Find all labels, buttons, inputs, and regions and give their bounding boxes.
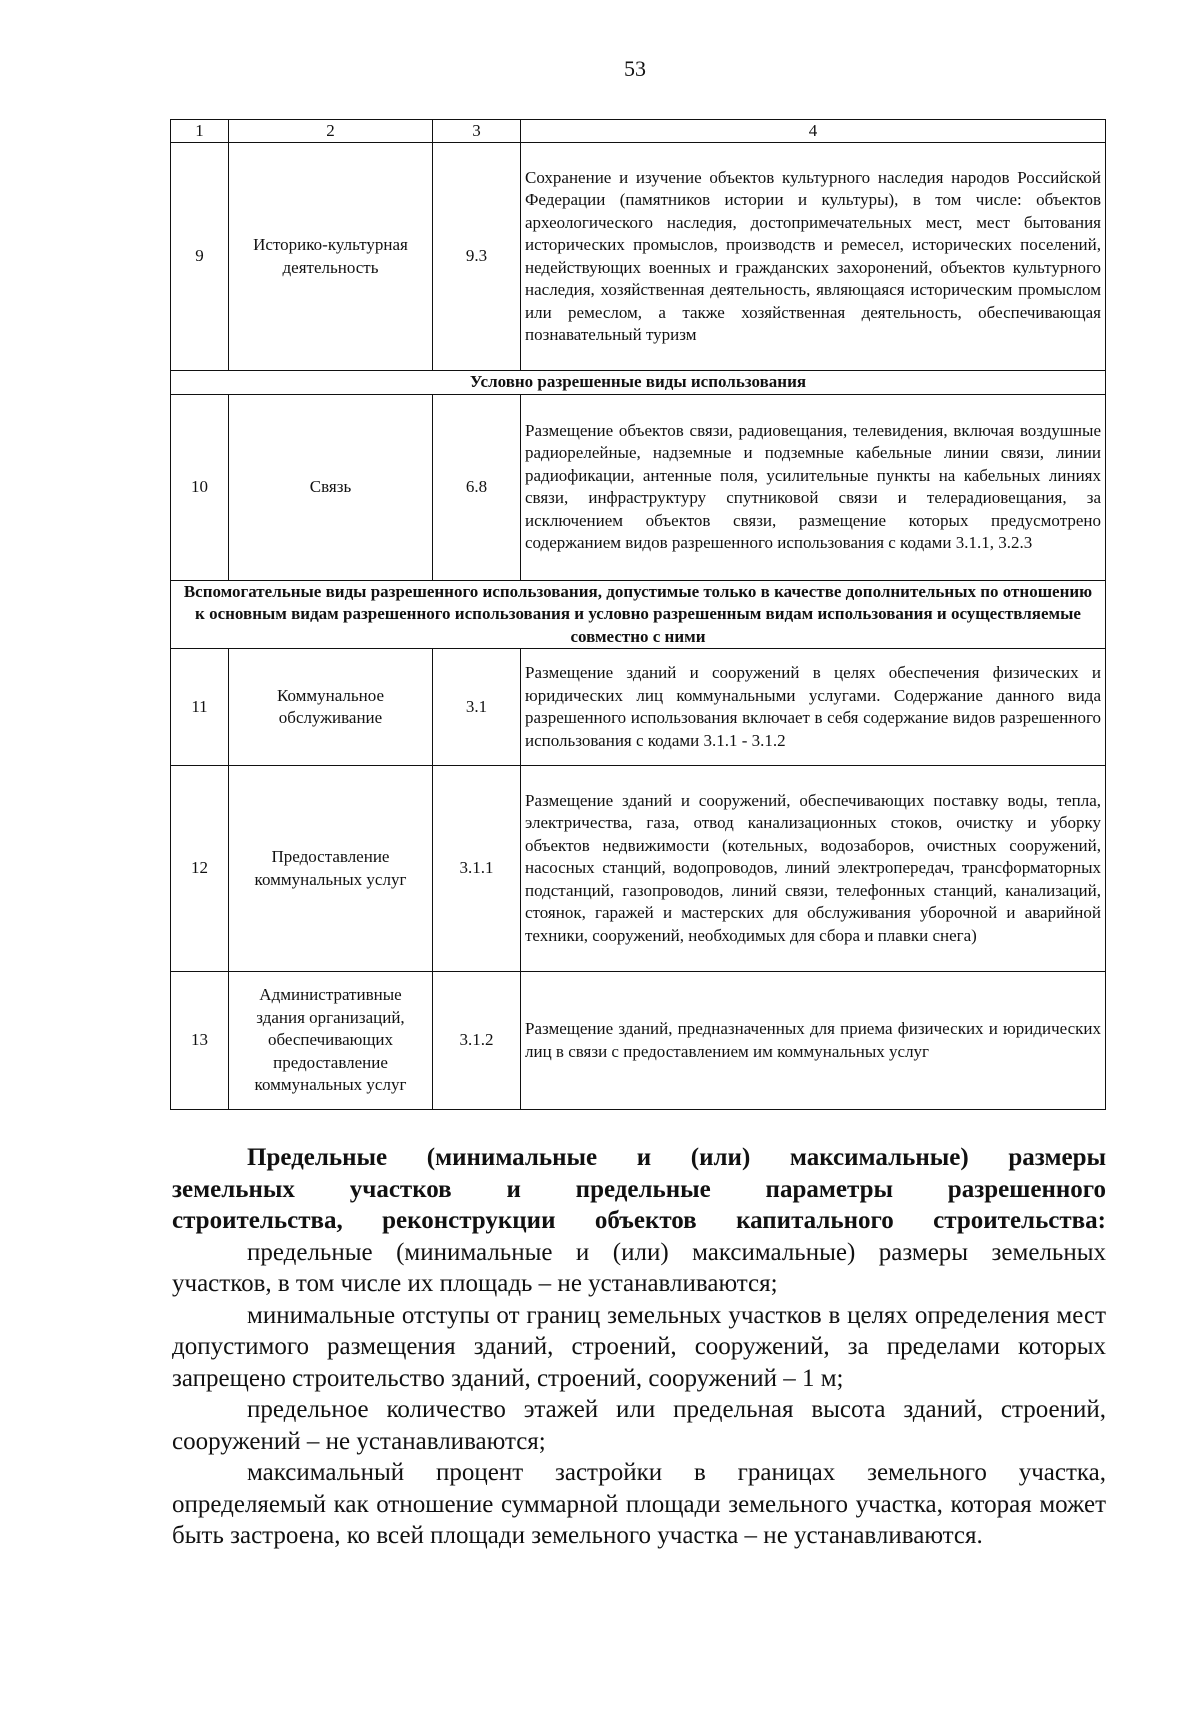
- use-type-description: Размещение объектов связи, радиовещания, телевидения, включая воздушные радиорелейные, надземные и подземные кабельные линии связи, линии радиофикации, антенные поля, усилительные пункты на кабельных линиях связи, инфраструктуру спутниковой связи и телерадиовещания, за исключением объектов связи, размещение которых предусмотрено содержанием видов разрешенного использования с кодами 3.1.1, 3.2.3: [521, 394, 1106, 580]
- header-col-4: 4: [521, 120, 1106, 143]
- row-number: 12: [171, 766, 229, 972]
- heading-line: Предельные (минимальные и (или) максимальные) размеры: [247, 1144, 1106, 1171]
- row-number: 10: [171, 394, 229, 580]
- land-use-table: [170, 119, 1106, 1110]
- parameter-item: максимальный процент застройки в границах земельного участка, определяемый как отношение суммарной площади земельного участка, которая может быть застроена, ко всей площади земельного участка – не устанавливаются.: [172, 1459, 1106, 1549]
- row-number: 11: [171, 649, 229, 766]
- header-col-1: 1: [171, 120, 229, 143]
- parameter-item: предельные (минимальные и (или) максимальные) размеры земельных участков, в том числе их площадь – не устанавливаются;: [172, 1238, 1106, 1297]
- table-row: [171, 143, 1106, 371]
- table-row: [171, 649, 1106, 766]
- table-header-row: [171, 120, 1106, 143]
- row-number: 13: [171, 972, 229, 1110]
- use-type-name: Административные здания организаций, обеспечивающих предоставление коммунальных услуг: [229, 972, 433, 1110]
- header-col-2: 2: [229, 120, 433, 143]
- use-type-description: Размещение зданий и сооружений, обеспечивающих поставку воды, тепла, электричества, газа, отвод канализационных стоков, очистку и уборку объектов недвижимости (котельных, водозаборов, очистных сооружений, насосных станций, водопроводов, линий электропередач, трансформаторных подстанций, газопроводов, линий связи, телефонных станций, канализаций, стоянок, гаражей и мастерских для обслуживания уборочной и аварийной техники, сооружений, необходимых для сбора и плавки снега): [521, 766, 1106, 972]
- parameters-section: [172, 1142, 1106, 1552]
- parameter-item: минимальные отступы от границ земельных участков в целях определения мест допустимого размещения зданий, строений, сооружений, за пределами которых запрещено строительство зданий, строений, сооружений – 1 м;: [172, 1301, 1106, 1392]
- use-type-code: 3.1.1: [433, 766, 521, 972]
- use-type-name: Связь: [229, 394, 433, 580]
- page-number: 53: [624, 56, 646, 81]
- use-type-name: Коммунальное обслуживание: [229, 649, 433, 766]
- heading-line: строительства, реконструкции объектов капитального строительства:: [172, 1207, 1106, 1234]
- use-type-code: 3.1.2: [433, 972, 521, 1110]
- use-type-name: Историко-культурная деятельность: [229, 143, 433, 371]
- section-row: [171, 371, 1106, 395]
- use-type-description: Размещение зданий, предназначенных для приема физических и юридических лиц в связи с предоставлением им коммунальных услуг: [521, 972, 1106, 1110]
- section-row: [171, 580, 1106, 649]
- use-type-description: Размещение зданий и сооружений в целях обеспечения физических и юридических лиц коммунальными услугами. Содержание данного вида разрешенного использования включает в себя содержание видов разрешенного использования с кодами 3.1.1 - 3.1.2: [521, 649, 1106, 766]
- parameter-item: предельное количество этажей или предельная высота зданий, строений, сооружений – не устанавливаются;: [172, 1396, 1106, 1455]
- use-type-description: Сохранение и изучение объектов культурного наследия народов Российской Федерации (памятников истории и культуры), в том числе: объектов археологического наследия, достопримечательных мест, мест бытования исторических промыслов, производств и ремесел, исторических поселений, недействующих военных и гражданских захоронений, объектов культурного наследия, хозяйственная деятельность, являющаяся историческим промыслом или ремеслом, а также хозяйственная деятельность, обеспечивающая познавательный туризм: [521, 143, 1106, 371]
- use-type-code: 9.3: [433, 143, 521, 371]
- row-number: 9: [171, 143, 229, 371]
- section-title: Условно разрешенные виды использования: [171, 371, 1106, 395]
- table-row: [171, 972, 1106, 1110]
- table-row: [171, 766, 1106, 972]
- heading-line: земельных участков и предельные параметры разрешенного: [172, 1175, 1106, 1203]
- use-type-code: 6.8: [433, 394, 521, 580]
- section-title: Вспомогательные виды разрешенного использования, допустимые только в качестве дополнительных по отношению к основным видам разрешенного использования и условно разрешенным видам использования и осуществляемые совместно с ними: [171, 580, 1106, 649]
- use-type-name: Предоставление коммунальных услуг: [229, 766, 433, 972]
- table-row: [171, 394, 1106, 580]
- header-col-3: 3: [433, 120, 521, 143]
- use-type-code: 3.1: [433, 649, 521, 766]
- parameters-heading: [172, 1142, 1106, 1237]
